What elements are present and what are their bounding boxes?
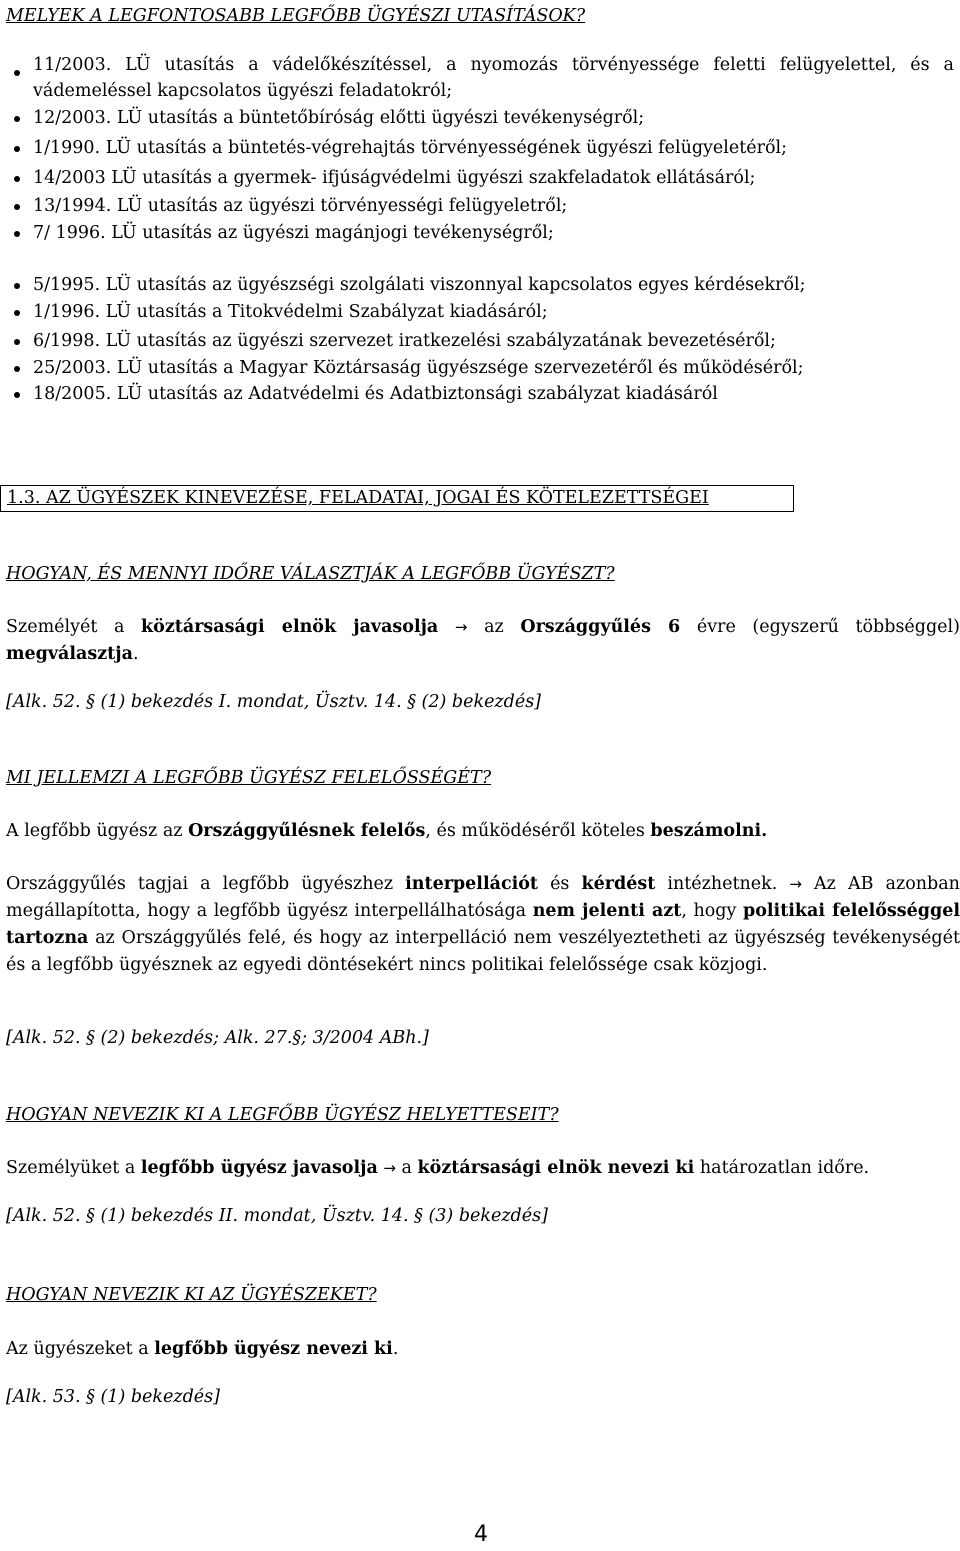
list-item-text: 6/1998. LÜ utasítás az ügyészi szervezet iratkezelési szabályzatának bevezetéséről;	[33, 331, 776, 351]
question-2-answer-b: Országgyűlés tagjai a legfőbb ügyészhez interpellációt és kérdést intézhetnek. → Az AB azonban megállapította, hogy a legfőbb ügyész interpellálhatósága nem jelenti azt, hogy politikai felelősséggel tartozna az Országgyűlés felé, és hogy az interpelláció nem veszélyeztetheti az ügyészség tevékenységét és a legfőbb ügyésznek az egyedi döntésekért nincs politikai felelőssége csak közjogi.	[6, 874, 960, 975]
arrow-right-icon: →	[454, 618, 468, 636]
bullet-icon	[14, 310, 20, 316]
legal-citation-1: [Alk. 52. § (1) bekezdés I. mondat, Üsztv. 14. § (2) bekezdés]	[6, 692, 542, 712]
bullet-icon	[14, 283, 20, 289]
list-item-text: 18/2005. LÜ utasítás az Adatvédelmi és Adatbiztonsági szabályzat kiadásáról	[33, 384, 718, 404]
legal-citation-2: [Alk. 52. § (2) bekezdés; Alk. 27.§; 3/2004 ABh.]	[6, 1028, 429, 1048]
list-item-text: 1/1990. LÜ utasítás a büntetés-végrehajtás törvényességének ügyészi felügyeletéről;	[33, 138, 788, 158]
page-title: MELYEK A LEGFONTOSABB LEGFŐBB ÜGYÉSZI UTASÍTÁSOK?	[6, 6, 586, 26]
list-item-text: 14/2003 LÜ utasítás a gyermek- ifjúságvédelmi ügyészi szakfeladatok ellátásáról;	[33, 168, 756, 188]
page-number: 4	[474, 1522, 488, 1547]
legal-citation-4: [Alk. 53. § (1) bekezdés]	[6, 1387, 220, 1407]
bullet-icon	[14, 231, 20, 237]
question-2-answer-a: A legfőbb ügyész az Országgyűlésnek felelős, és működéséről köteles beszámolni.	[6, 821, 768, 841]
arrow-right-icon: →	[789, 875, 802, 893]
legal-citation-3: [Alk. 52. § (1) bekezdés II. mondat, Üsztv. 14. § (3) bekezdés]	[6, 1206, 548, 1226]
arrow-right-icon: →	[383, 1159, 396, 1177]
question-1-answer: Személyét a köztársasági elnök javasolja → az Országgyűlés 6 évre (egyszerű többséggel)	[6, 617, 960, 637]
section-heading: 1.3. AZ ÜGYÉSZEK KINEVEZÉSE, FELADATAI, JOGAI ÉS KÖTELEZETTSÉGEI	[0, 485, 794, 512]
bullet-icon	[14, 339, 20, 345]
question-heading-1: HOGYAN, ÉS MENNYI IDŐRE VÁLASZTJÁK A LEGFŐBB ÜGYÉSZT?	[6, 564, 615, 584]
question-heading-4: HOGYAN NEVEZIK KI AZ ÜGYÉSZEKET?	[6, 1285, 377, 1305]
bullet-icon	[14, 204, 20, 210]
bullet-icon	[14, 392, 20, 398]
bullet-icon	[14, 366, 20, 372]
list-item-text: 7/ 1996. LÜ utasítás az ügyészi magánjogi tevékenységről;	[33, 223, 554, 243]
question-heading-2: MI JELLEMZI A LEGFŐBB ÜGYÉSZ FELELŐSSÉGÉT?	[6, 768, 492, 788]
list-item-text: 11/2003. LÜ utasítás a vádelőkészítéssel, a nyomozás törvényessége feletti felügyelettel, és a vádemeléssel kapcsolatos ügyészi feladatokról;	[33, 55, 954, 101]
question-3-answer: Személyüket a legfőbb ügyész javasolja → a köztársasági elnök nevezi ki határozatlan időre.	[6, 1158, 870, 1178]
list-item-text: 1/1996. LÜ utasítás a Titokvédelmi Szabályzat kiadásáról;	[33, 302, 548, 322]
question-4-answer: Az ügyészeket a legfőbb ügyész nevezi ki.	[6, 1339, 399, 1359]
list-item-text: 12/2003. LÜ utasítás a büntetőbíróság előtti ügyészi tevékenységről;	[33, 108, 645, 128]
bullet-icon	[14, 146, 20, 152]
list-item-text: 25/2003. LÜ utasítás a Magyar Köztársaság ügyészsége szervezetéről és működéséről;	[33, 358, 804, 378]
bullet-icon	[14, 116, 20, 122]
question-heading-3: HOGYAN NEVEZIK KI A LEGFŐBB ÜGYÉSZ HELYETTESEIT?	[6, 1105, 559, 1125]
bullet-icon	[14, 70, 20, 76]
list-item-text: 5/1995. LÜ utasítás az ügyészségi szolgálati viszonnyal kapcsolatos egyes kérdésekről;	[33, 275, 806, 295]
bullet-icon	[14, 176, 20, 182]
list-item-text: 13/1994. LÜ utasítás az ügyészi törvényességi felügyeletről;	[33, 196, 568, 216]
question-1-answer-cont: megválasztja.	[6, 644, 139, 664]
